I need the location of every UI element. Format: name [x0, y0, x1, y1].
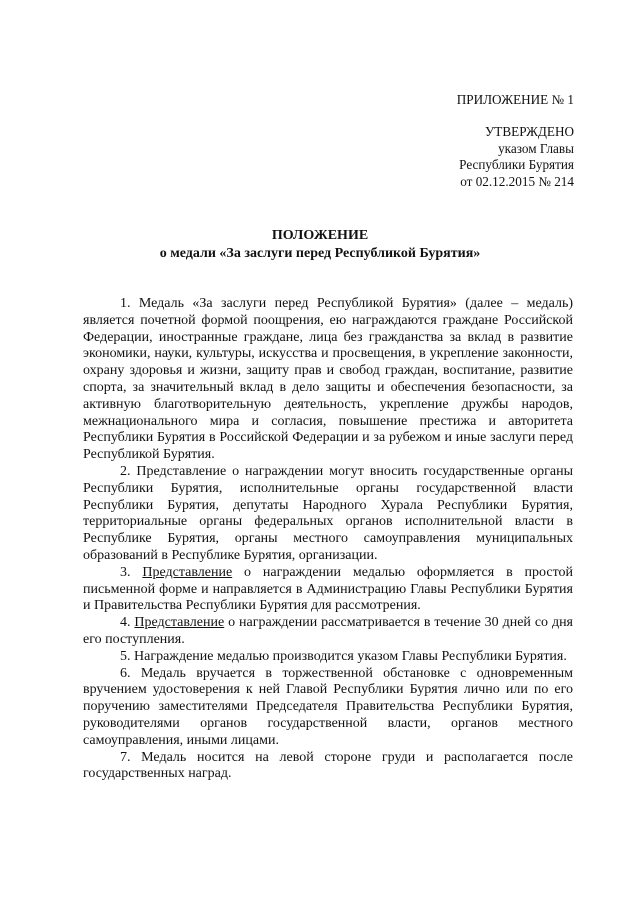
paragraph-3 — [83, 565, 573, 615]
paragraph-1 — [83, 296, 573, 464]
appendix-label: ПРИЛОЖЕНИЕ № 1 — [456, 92, 574, 107]
paragraph-6 — [83, 666, 573, 750]
title-heading: ПОЛОЖЕНИЕ — [271, 228, 369, 243]
paragraph-text: 7. Медаль носится на левой стороне груди и располагается после государственных наград. — [83, 749, 573, 782]
underlined-term: Представление — [142, 564, 233, 580]
approval-line: от 02.12.2015 № 214 — [460, 173, 574, 189]
approval-line: Республики Бурятия — [459, 157, 574, 172]
paragraph-5 — [83, 649, 573, 666]
paragraph-number: 4. — [120, 615, 135, 631]
title-subheading: о медали «За заслуги перед Республикой Бурятия» — [159, 246, 481, 261]
document-title — [0, 227, 640, 263]
paragraph-2 — [83, 464, 573, 565]
paragraph-7 — [83, 750, 573, 784]
paragraph-text: 5. Награждение медалью производится указом Главы Республики Бурятия. — [120, 648, 567, 664]
paragraph-text: 6. Медаль вручается в торжественной обстановке с одновременным вручением удостоверения к ней Главой Республики Бурятия лично или по его поручению заместителями Председателя Правительства Республики Бурятия, руководителями органов государственной власти, органов местного самоуправления, иными лицами. — [83, 665, 573, 748]
paragraph-4 — [83, 615, 573, 649]
paragraph-text: о награждении медалью оформляется в простой письменной форме и направляется в Администрацию Главы Республики Бурятия и Правительства Республики Бурятия для рассмотрения. — [83, 564, 574, 614]
paragraph-text: 1. Медаль «За заслуги перед Республикой Бурятия» (далее – медаль) является почетной формой поощрения, ею награждаются граждане Российской Федерации, иностранные граждане, лица без гражданства за вклад в развитие экономики, науки, культуры, искусства и просвещения, в укрепление законности, охрану здоровья и жизни, защиту прав и свобод граждан, воспитание, развитие спорта, за значительный вклад в дело защиты и обеспечения безопасности, за активную благотворительную деятельность, укрепление дружбы народов, межнационального мира и согласия, повышение престижа и авторитета Республики Бурятия в Российской Федерации и за рубежом и иные заслуги перед Республикой Бурятия. — [83, 296, 573, 463]
document-body — [83, 296, 573, 783]
approval-stamp — [459, 124, 574, 190]
paragraph-number: 3. — [120, 564, 143, 580]
underlined-term: Представление — [134, 615, 225, 631]
approval-line: УТВЕРЖДЕНО — [484, 124, 574, 139]
approval-line: указом Главы — [498, 140, 574, 156]
paragraph-text: о награждении рассматривается в течение 30 дней со дня его поступления. — [83, 615, 573, 647]
paragraph-text: 2. Представление о награждении могут вносить государственные органы Республики Бурятия, исполнительные органы государственной власти Республики Бурятия, депутаты Народного Хурала Республики Бурятия, территориальные органы федеральных органов исполнительной власти в Республике Бурятия, органы местного самоуправления муниципальных образований в Республике Бурятия, организации. — [83, 463, 573, 563]
